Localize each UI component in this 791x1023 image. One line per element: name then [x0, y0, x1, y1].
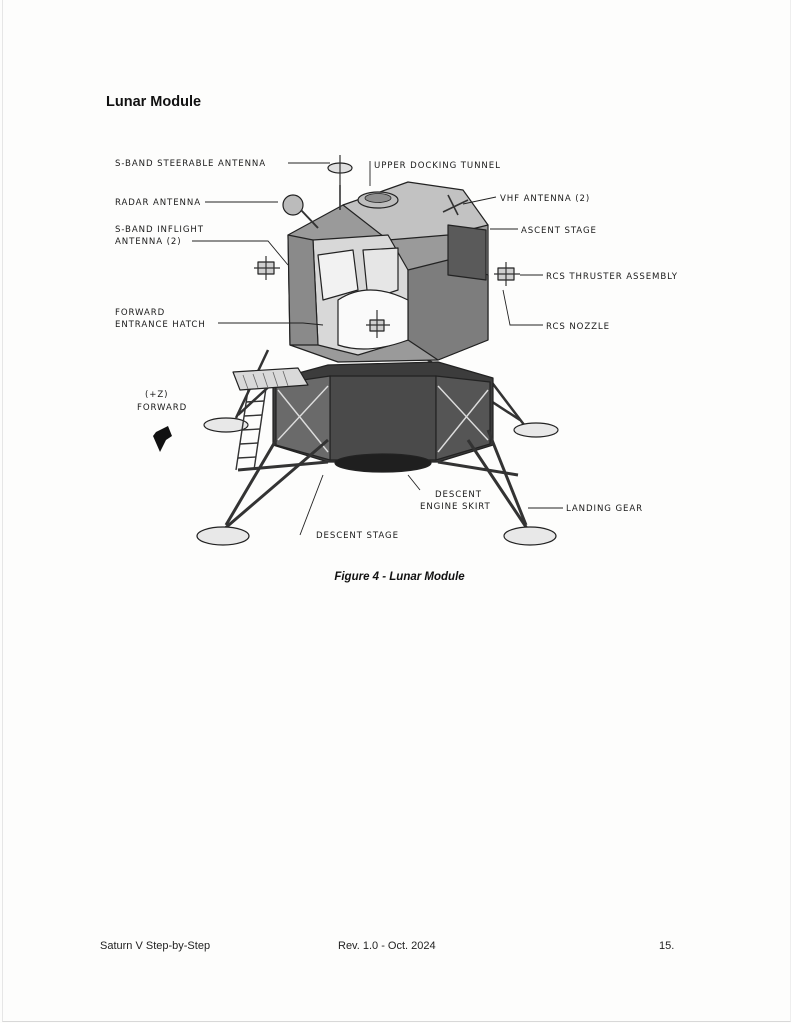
figure-caption: Figure 4 - Lunar Module: [334, 571, 465, 583]
lunar-module-figure: [108, 140, 698, 560]
footpad-rear-right: [514, 423, 558, 437]
footpad-front-right: [504, 527, 556, 545]
label-landing-gear: LANDING GEAR: [566, 504, 644, 514]
ascent-stage-left-box: [288, 235, 318, 345]
footer-revision: Rev. 1.0 - Oct. 2024: [338, 940, 436, 952]
label-forward: FORWARD: [137, 403, 188, 413]
label-vhf-antenna: VHF ANTENNA (2): [500, 194, 591, 204]
label-ascent-stage: ASCENT STAGE: [521, 226, 597, 236]
label-s-band-inflight-antenna-line2: ANTENNA (2): [115, 237, 182, 247]
label-plus-z: (+Z): [145, 390, 169, 400]
footer-page-number: 15.: [659, 940, 675, 952]
forward-arrow-icon: [153, 426, 172, 452]
label-s-band-inflight-antenna-line1: S-BAND INFLIGHT: [115, 225, 204, 235]
label-s-band-steerable-antenna: S-BAND STEERABLE ANTENNA: [115, 159, 267, 169]
label-descent-engine-skirt-line2: ENGINE SKIRT: [420, 502, 491, 512]
descent-engine-skirt: [335, 454, 431, 472]
radar-antenna-dish: [283, 195, 303, 215]
label-radar-antenna: RADAR ANTENNA: [115, 198, 201, 208]
descent-stage-front-panel: [330, 376, 436, 460]
descent-stage-left-panel: [276, 376, 330, 460]
section-heading: Lunar Module: [106, 94, 202, 110]
label-upper-docking-tunnel: UPPER DOCKING TUNNEL: [374, 161, 501, 171]
aft-equipment-bay: [448, 225, 486, 280]
rcs-thruster-left: [254, 256, 280, 280]
footpad-front-left: [197, 527, 249, 545]
label-rcs-nozzle: RCS NOZZLE: [546, 322, 610, 332]
label-rcs-thruster-assembly: RCS THRUSTER ASSEMBLY: [546, 272, 678, 282]
lunar-module-illustration: [197, 155, 558, 545]
rcs-thruster-right: [494, 262, 520, 286]
label-descent-stage: DESCENT STAGE: [316, 531, 399, 541]
label-descent-engine-skirt-line1: DESCENT: [435, 490, 482, 500]
label-forward-entrance-hatch-line2: ENTRANCE HATCH: [115, 320, 206, 330]
label-forward-entrance-hatch-line1: FORWARD: [115, 308, 166, 318]
footer-title: Saturn V Step-by-Step: [100, 940, 211, 952]
